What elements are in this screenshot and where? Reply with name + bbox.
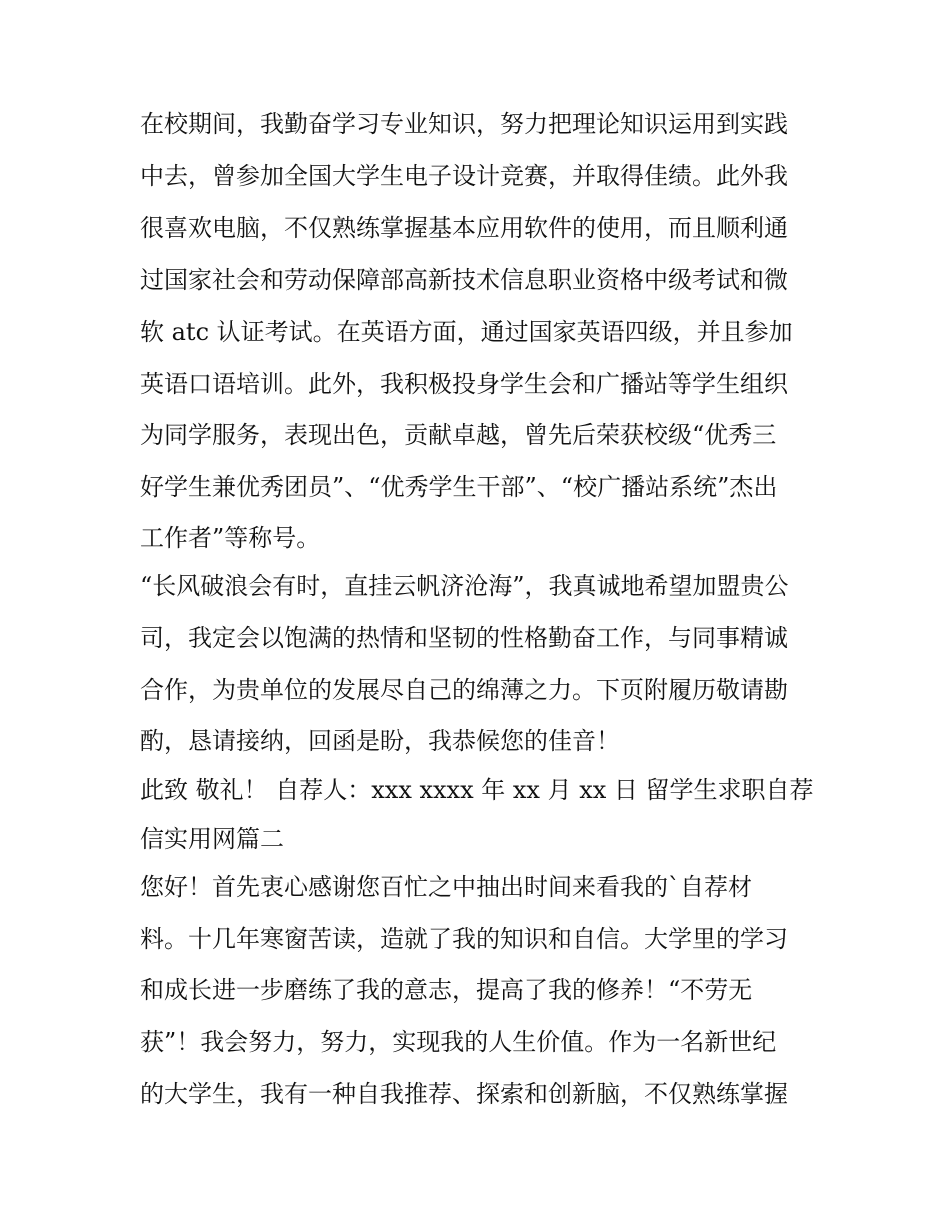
text-line: 英语口语培训。此外，我积极投身学生会和广播站等学生组织 xyxy=(140,370,788,398)
text-line: 为同学服务，表现出色，贡献卓越，曾先后荣获校级“优秀三 xyxy=(140,421,777,449)
text-line: “长风破浪会有时，直挂云帆济沧海”，我真诚地希望加盟贵公 xyxy=(140,572,789,600)
text-line: 司，我定会以饱满的热情和坚韧的性格勤奋工作，与同事精诚 xyxy=(140,624,788,652)
text-line: 获”！我会努力，努力，实现我的人生价值。作为一名新世纪 xyxy=(140,1028,777,1056)
text-line: 和成长进一步磨练了我的意志，提高了我的修养！“不劳无 xyxy=(140,976,753,1004)
text-line: 好学生兼优秀团员”、“优秀学生干部”、“校广播站系统”杰出 xyxy=(140,473,778,501)
text-line: 酌，恳请接纳，回函是盼，我恭候您的佳音！ xyxy=(140,727,620,755)
text-line: 中去，曾参加全国大学生电子设计竞赛，并取得佳绩。此外我 xyxy=(140,162,788,190)
text-line: 的大学生，我有一种自我推荐、探索和创新脑，不仅熟练掌握 xyxy=(140,1080,788,1108)
text-line: 合作，为贵单位的发展尽自己的绵薄之力。下页附履历敬请勘 xyxy=(140,676,788,704)
text-line: 此致 敬礼！ 自荐人：xxx xxxx 年 xx 月 xx 日 留学生求职自荐 xyxy=(140,776,814,804)
text-line: 很喜欢电脑，不仅熟练掌握基本应用软件的使用，而且顺利通 xyxy=(140,214,788,242)
text-line: 料。十几年寒窗苦读，造就了我的知识和自信。大学里的学习 xyxy=(140,925,788,953)
text-line: 您好！首先衷心感谢您百忙之中抽出时间来看我的`自荐材 xyxy=(140,873,752,901)
text-line: 在校期间，我勤奋学习专业知识，努力把理论知识运用到实践 xyxy=(140,110,788,138)
text-line: 工作者”等称号。 xyxy=(140,524,321,552)
text-line: 信实用网篇二 xyxy=(140,825,284,853)
text-line: 软 atc 认证考试。在英语方面，通过国家英语四级，并且参加 xyxy=(140,318,793,346)
text-line: 过国家社会和劳动保障部高新技术信息职业资格中级考试和微 xyxy=(140,266,788,294)
